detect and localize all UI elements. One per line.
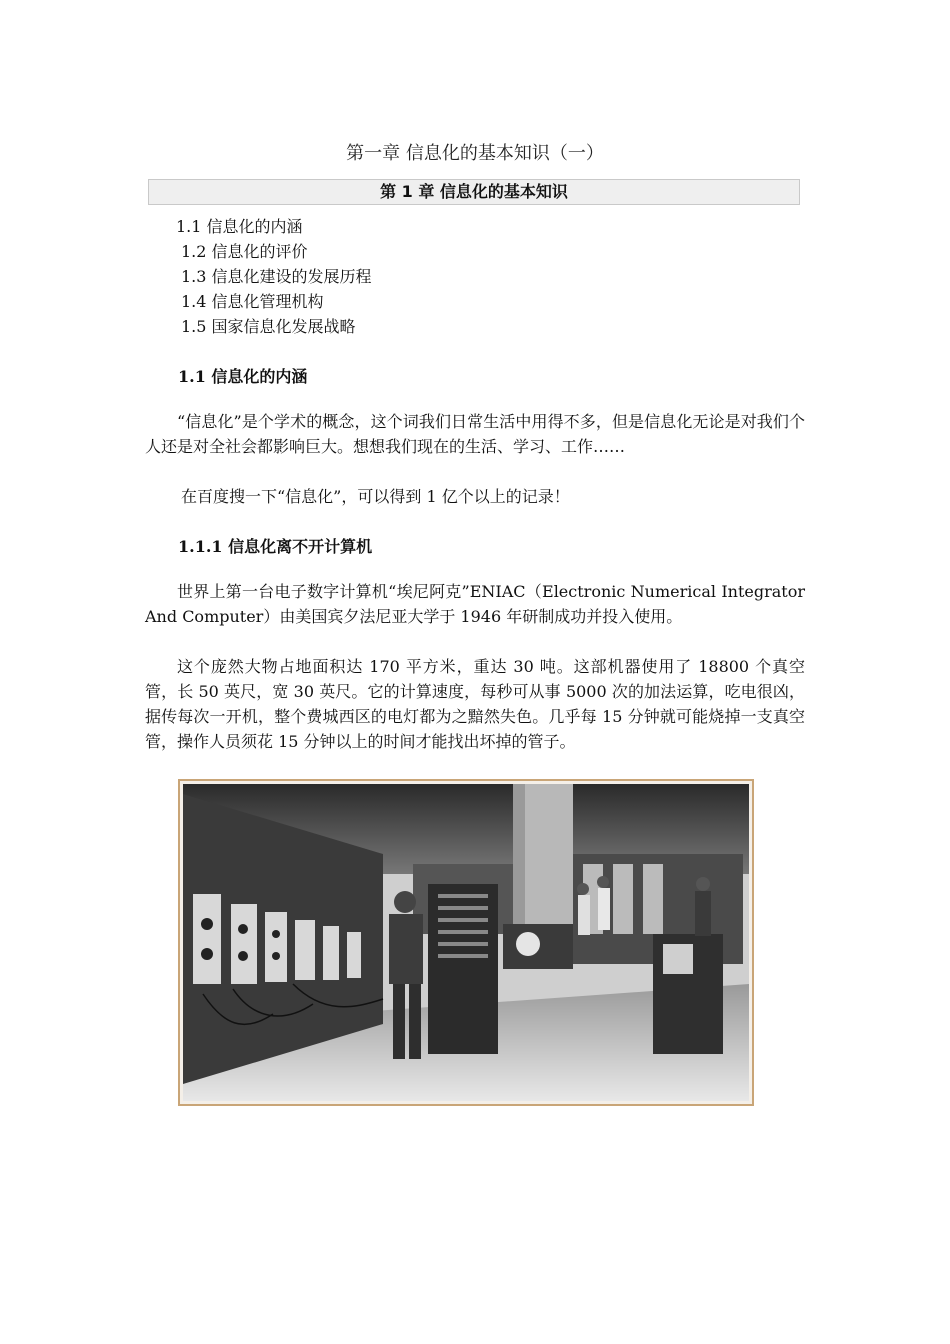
toc-item[interactable]: 1.4 信息化管理机构 — [181, 292, 324, 311]
toc-item[interactable]: 1.1 信息化的内涵 — [176, 217, 303, 236]
toc-item[interactable]: 1.3 信息化建设的发展历程 — [181, 267, 372, 286]
toc-item[interactable]: 1.5 国家信息化发展战略 — [181, 317, 356, 336]
eniac-photo — [178, 779, 754, 1106]
paragraph: 这个庞然大物占地面积达 170 平方米，重达 30 吨。这部机器使用了 18800 个真空管，长 50 英尺，宽 30 英尺。它的计算速度，每秒可从事 5000 次的加法运算，吃电很凶，据传每次一开机，整个费城西区的电灯都为之黯然失色。几乎每 15 分钟就可能烧掉一支真空管，操作人员须花 15 分钟以上的时间才能找出坏掉的管子。 — [145, 657, 805, 751]
paragraph: “信息化”是个学术的概念，这个词我们日常生活中用得不多，但是信息化无论是对我们个人还是对全社会都影响巨大。想想我们现在的生活、学习、工作…… — [145, 412, 805, 456]
toc-item[interactable]: 1.2 信息化的评价 — [181, 242, 308, 261]
section-heading-1-1: 1.1 信息化的内涵 — [178, 367, 308, 386]
paragraph: 世界上第一台电子数字计算机“埃尼阿克”ENIAC（Electronic Numerical Integrator And Computer）由美国宾夕法尼亚大学于 1946 年研制成功并投入使用。 — [145, 582, 805, 626]
eniac-photo-image — [183, 784, 749, 1101]
chapter-heading: 第 1 章 信息化的基本知识 — [148, 179, 800, 205]
paragraph: 在百度搜一下“信息化”，可以得到 1 亿个以上的记录！ — [181, 487, 570, 506]
document-title: 第一章 信息化的基本知识（一） — [346, 143, 604, 164]
section-heading-1-1-1: 1.1.1 信息化离不开计算机 — [178, 537, 373, 556]
table-of-contents — [176, 214, 372, 339]
